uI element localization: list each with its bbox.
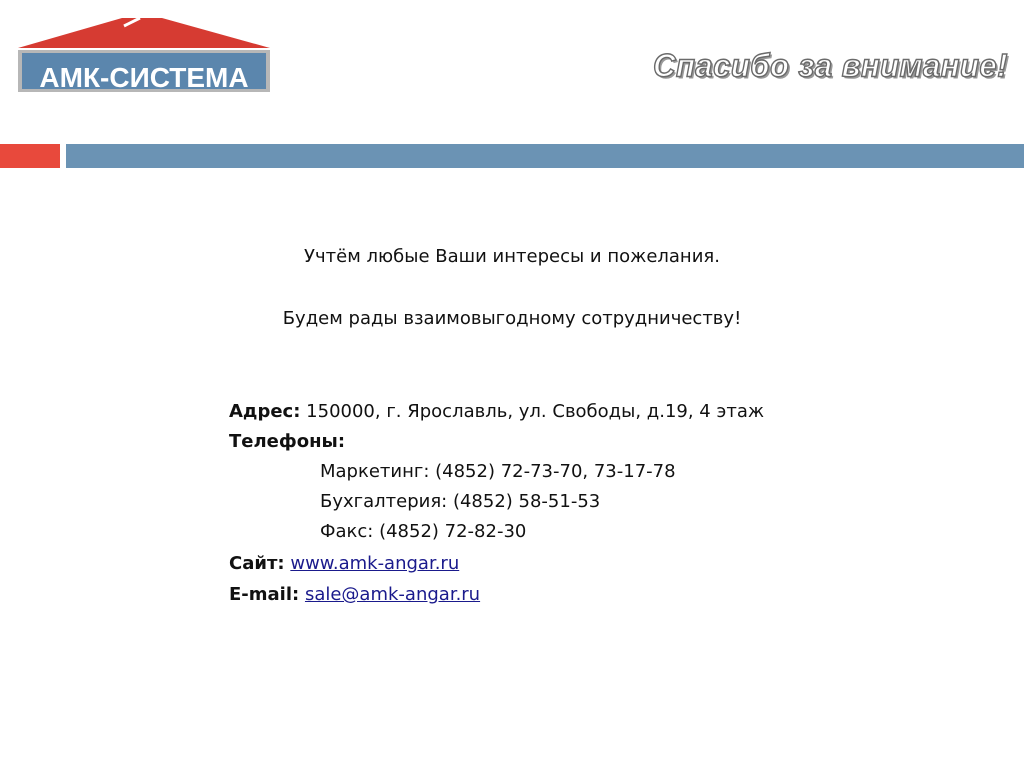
address-row [229,401,764,422]
email-label: E-mail: [229,584,300,605]
address-value: 150000, г. Ярославль, ул. Свободы, д.19, 4 этаж [306,401,765,422]
site-row [229,553,459,574]
marketing-phone: Маркетинг: (4852) 72-73-70, 73-17-78 [320,461,676,482]
company-logo [18,16,270,92]
site-label: Сайт: [229,553,285,574]
site-link[interactable]: www.amk-angar.ru [290,553,460,574]
email-link[interactable]: sale@amk-angar.ru [304,584,481,605]
logo-text: АМК-СИСТЕМА [39,62,249,93]
phones-label: Телефоны: [229,431,346,452]
thank-you-heading: Спасибо за внимание! [653,47,1008,84]
fax-number: Факс: (4852) 72-82-30 [320,521,527,542]
email-row [229,584,480,605]
accounting-phone: Бухгалтерия: (4852) 58-51-53 [320,491,601,512]
cooperation-line: Будем рады взаимовыгодному сотрудничеству! [282,308,742,329]
accent-bar-red [0,144,60,168]
interests-line: Учтём любые Ваши интересы и пожелания. [304,246,720,267]
address-label: Адрес: [229,401,301,422]
accent-bar-blue [66,144,1024,168]
logo-roof [18,18,270,48]
